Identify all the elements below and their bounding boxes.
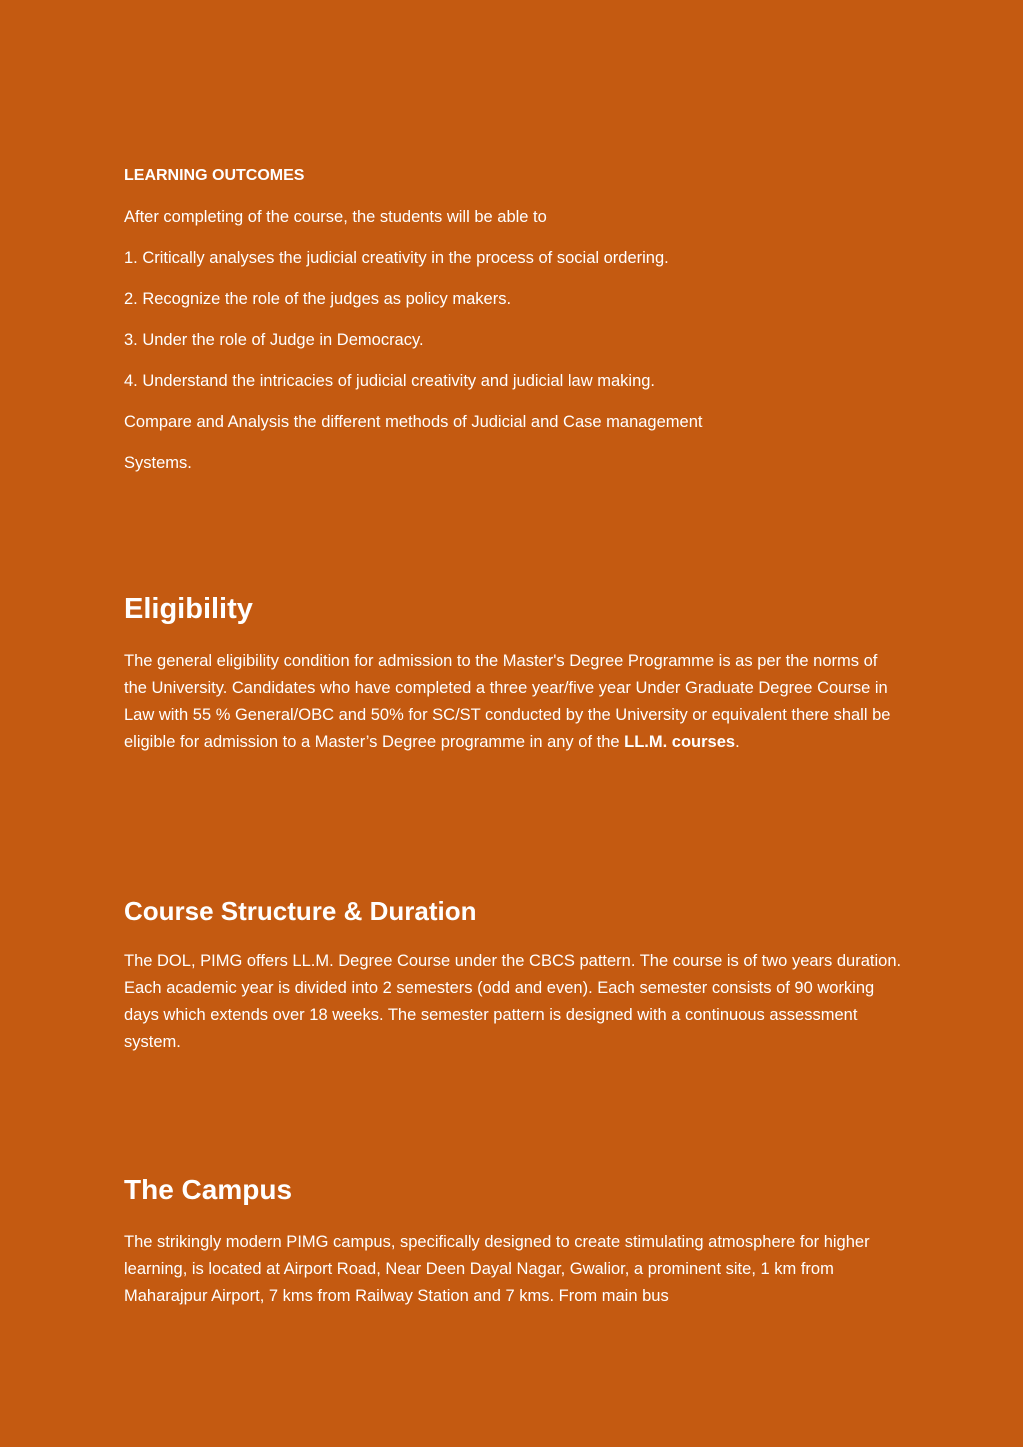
learning-outcome-item-4: 4. Understand the intricacies of judicial creativity and judicial law making. [124, 372, 656, 390]
eligibility-body-text: The general eligibility condition for admission to the Master's Degree Programme is as per the norms of the University. Candidates who have completed a three year/five year Under Graduate Degree Course in Law with 55 % General/OBC and 50% for SC/ST conducted by the University or equivalent there shall be eligible for admission to a Master’s Degree programme in any of the [124, 652, 891, 751]
course-structure-body: The DOL, PIMG offers LL.M. Degree Course under the CBCS pattern. The course is of two years duration. Each academic year is divided into 2 semesters (odd and even). Each semester consists of 90 working days which extends over 18 weeks. The semester pattern is designed with a continuous assessment system. [124, 952, 902, 1051]
learning-outcome-item-1: 1. Critically analyses the judicial creativity in the process of social ordering. [124, 249, 669, 267]
campus-body: The strikingly modern PIMG campus, specifically designed to create stimulating atmosphere for higher learning, is located at Airport Road, Near Deen Dayal Nagar, Gwalior, a prominent site, 1 km from Maharajpur Airport, 7 kms from Railway Station and 7 kms. From main bus [124, 1233, 870, 1305]
learning-outcome-item-2: 2. Recognize the role of the judges as policy makers. [124, 290, 512, 308]
learning-outcomes-closing-line-1: Compare and Analysis the different methods of Judicial and Case management [124, 413, 703, 431]
eligibility-body [124, 648, 904, 756]
eligibility-title: Eligibility [124, 593, 253, 625]
learning-outcomes-intro: After completing of the course, the students will be able to [124, 208, 547, 226]
campus-title: The Campus [124, 1174, 293, 1205]
learning-outcomes-heading: LEARNING OUTCOMES [124, 167, 305, 184]
eligibility-llm-courses: LL.M. courses [624, 733, 736, 751]
eligibility-body-end: . [735, 733, 740, 751]
learning-outcome-item-3: 3. Under the role of Judge in Democracy. [124, 331, 424, 349]
course-structure-title: Course Structure & Duration [124, 896, 477, 926]
learning-outcomes-closing-line-2: Systems. [124, 454, 192, 472]
